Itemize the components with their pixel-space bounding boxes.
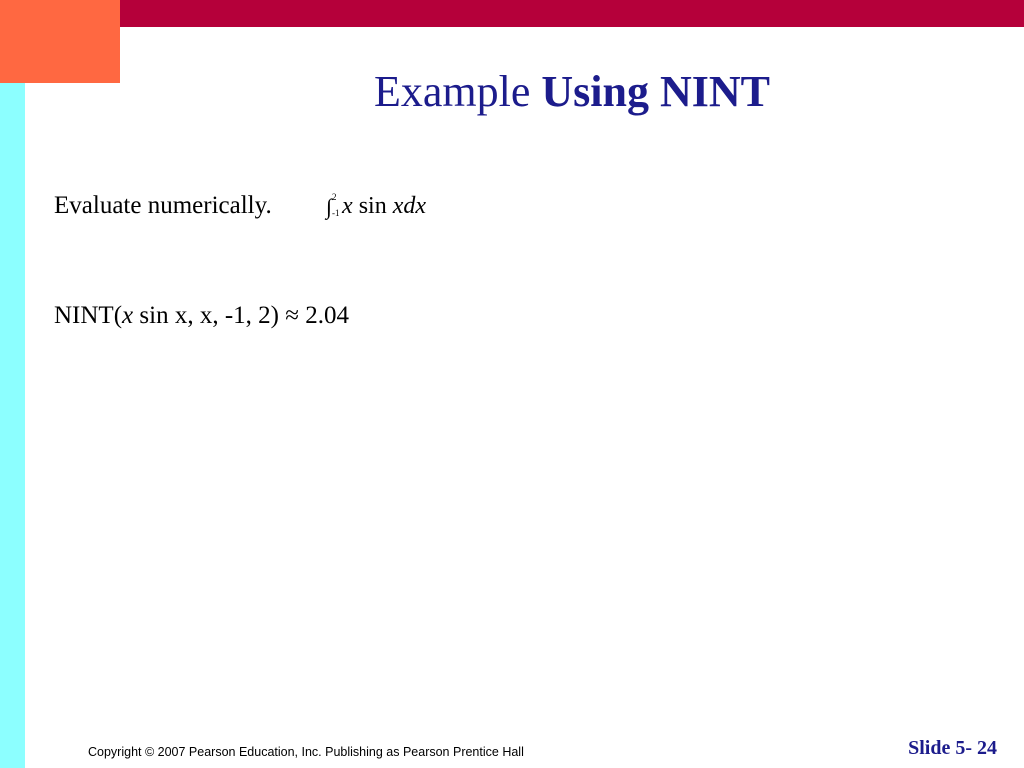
slide-number: Slide 5- 24 xyxy=(908,737,997,759)
nint-value: 2.04 xyxy=(305,302,349,329)
title-bold: Using NINT xyxy=(541,67,770,116)
upper-limit: 2 xyxy=(332,192,337,202)
left-accent-bar xyxy=(0,83,25,768)
slide-title xyxy=(120,64,1024,120)
nint-result xyxy=(54,299,349,333)
integrand-sin: sin xyxy=(358,193,387,219)
title-prefix: Example xyxy=(373,67,531,116)
integral-limits xyxy=(332,189,342,219)
nint-sin: sin xyxy=(139,302,169,329)
lower-limit: -1 xyxy=(332,208,340,218)
nint-x: x xyxy=(122,302,134,329)
nint-prefix: NINT( xyxy=(54,302,123,329)
evaluate-text: Evaluate numerically. xyxy=(54,192,272,219)
top-accent-bar xyxy=(120,0,1024,27)
integrand-xdx: xdx xyxy=(392,193,427,219)
integral-expression xyxy=(326,189,426,223)
corner-accent-block xyxy=(0,0,120,83)
integral-sign-icon: ∫ xyxy=(326,194,333,219)
integrand-x: x xyxy=(342,193,353,219)
nint-args: x, x, -1, 2) xyxy=(174,302,279,329)
approx-sign: ≈ xyxy=(285,302,299,329)
footer-copyright: Copyright © 2007 Pearson Education, Inc. Publishing as Pearson Prentice Hall xyxy=(88,745,524,759)
